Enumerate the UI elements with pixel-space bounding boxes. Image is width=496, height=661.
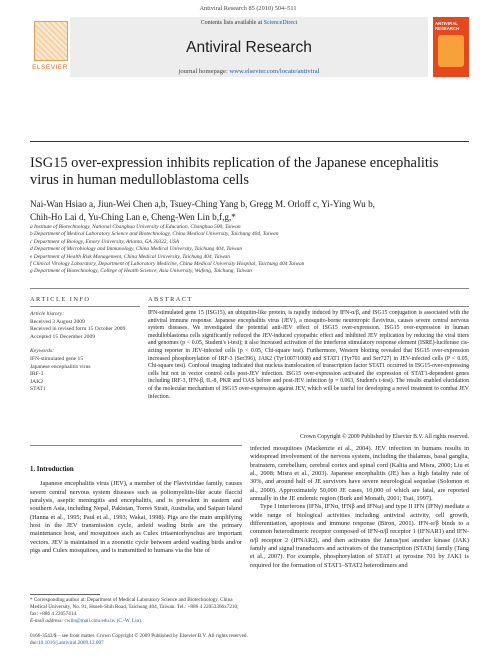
author-list — [30, 198, 470, 223]
doi-label: doi: — [30, 640, 39, 646]
journal-title: Antiviral Research — [186, 39, 312, 56]
history-item: Received in revised form 15 October 2009 — [30, 326, 126, 333]
history-label: Article history: — [30, 311, 65, 317]
cover-artwork — [438, 35, 464, 67]
elsevier-logo — [30, 17, 70, 77]
keyword: STAT1 — [30, 386, 46, 393]
footnote-rule — [30, 594, 100, 595]
issn-line — [30, 633, 330, 647]
article-info-panel — [30, 311, 140, 394]
contents-prefix: Contents lists available at — [200, 20, 264, 26]
front-matter-notice: 0166-3542/$ – see front matter. Crown Copyright © 2009 Published by Elsevier B.V. All rights reserved. — [30, 633, 248, 639]
body-paragraph: infected mosquitoes (Mackenzie et al., 2004). JEV infection in humans results in widespread involvement of the nervous system, including the thalamus, basal ganglia, brainstem, cerebellum, cerebral cortex and spinal cord (Kalita and Misra, 2000; Liu et al., 2008; Misra et al., 2003). Japanese encephalitis (JE) has a high fatality rate of 30%, and around half of JE survivors have severe neurological sequelae (Solomon et al., 2000). Approximately 50,000 JE cases, 10,000 of which are fatal, are reported annually in the JE endemic region (Burk and Monath, 2001; Tsai, 1997). — [250, 445, 469, 503]
abstract-heading: ABSTRACT — [148, 296, 193, 303]
sciencedirect-link[interactable]: ScienceDirect — [263, 20, 298, 26]
article-title: ISG15 over-expression inhibits replication of the Japanese encephalitis virus in human medulloblastoma cells — [30, 155, 439, 188]
contents-line — [70, 20, 428, 26]
cover-title: ANTIVIRAL RESEARCH — [435, 21, 460, 31]
keyword: IFN-stimulated gene 15 — [30, 355, 84, 362]
affiliation: c Department of Biology, Emory University, Atlanta, GA 30322, USA — [30, 238, 180, 245]
keywords-label: Keywords: — [30, 348, 55, 355]
running-header: Antiviral Research 85 (2010) 504–511 — [199, 5, 297, 12]
elsevier-tree-icon — [34, 21, 68, 61]
body-column-right — [250, 445, 469, 570]
body-column-left — [30, 466, 242, 555]
affiliation: a Institute of Biotechnology, National Changhua University of Education, Changhua 500, Taiwan — [30, 224, 241, 230]
affiliation: e Department of Health Risk Management, China Medical University, Taichung 404, Taiwan — [30, 253, 230, 260]
homepage-label: journal homepage: — [178, 68, 230, 75]
footnote-text: * Corresponding author at: Department of Medical Laboratory Science and Biotechnology, China Medical University, No. 91, Hsueh-Shih Road, Taichung 404, Taiwan. Tel.: +886 4 22053366x7210; fax: +886 4 22057414. — [30, 597, 239, 617]
elsevier-logo-text: ELSEVIER — [32, 64, 68, 71]
journal-homepage — [70, 68, 428, 75]
journal-cover-image — [433, 17, 469, 77]
keyword: Japanese encephalitis virus — [30, 363, 91, 370]
article-info-rule — [30, 306, 140, 307]
email-label: E-mail address: — [30, 618, 65, 624]
authors-line-1: Nai-Wan Hsiao a, Jiun-Wei Chen a,b, Tsuey-Ching Yang b, Gregg M. Orloff c, Yi-Ying Wu b, — [30, 199, 375, 209]
abstract-text: IFN-stimulated gene 15 (ISG15), an ubiquitin-like protein, is rapidly induced by IFN-α/β, and ISG15 conjugation is associated with the antiviral immune response. Japanese encephalitis virus (JEV), a mosquito-borne neurotropic flavivirus, causes severe central nervous system diseases. We investigated the potential anti-JEV effect of ISG15 over-expression. ISG15 over-expression in human medulloblastoma cells significantly reduced the JEV-induced cytopathic effect and inhibited JEV replication by reducing the viral titers and genomes (p < 0.05, Student's t-test); it also increased activation of the interferon stimulatory response element (ISRE)-luciferase cis-acting reporter in JEV-infected cells (p < 0.05, Chi-square test). Furthermore, Western blotting revealed that ISG15 over-expression increased phosphorylation of IRF-3 (Ser396), JAK2 (Tyr1007/1008) and STAT1 (Tyr701 and Ser727) in JEV-infected cells (P < 0.05, Chi-square test). Confocal imaging indicated that nucleus translocation of transcription factor STAT1 occurred in ISG15-over-expressing cells but not in vector control cells post-JEV infection. ISG15 over-expression activated the expression of STAT1-dependent genes including IRF-3, IFN-β, IL-8, PKR and OAS before and post-JEV infection (p = 0.063, Student's t-test). The results enabled elucidation of the molecular mechanism of ISG15 over-expression against JEV, which will be useful for developing a novel treatment to combat JEV infection. — [148, 310, 469, 400]
front-matter-rule — [30, 288, 469, 289]
corresponding-author-note — [30, 597, 242, 625]
article-info-heading: ARTICLE INFO — [30, 296, 91, 303]
masthead-rule — [30, 141, 469, 142]
section-heading: 1. Introduction — [30, 466, 74, 473]
affiliation: b Department of Medical Laboratory Science and Biotechnology, China Medical University, Taichung 404, Taiwan — [30, 231, 279, 238]
affiliations — [30, 224, 470, 276]
homepage-link[interactable]: www.elsevier.com/locate/antiviral — [229, 68, 320, 75]
copyright-line: Crown Copyright © 2009 Published by Elsevier B.V. All rights reserved. — [299, 434, 469, 440]
affiliation: g Department of Biotechnology, College of Health Science, Asia University, Wufeng, Taichung, Taiwan — [30, 268, 252, 275]
authors-line-2: Chih-Ho Lai d, Yu-Ching Lan e, Cheng-Wen Lin b,f,g,* — [30, 211, 236, 222]
affiliation: f Clinical Virology Laboratory, Department of Laboratory Medicine, China Medical University Hospital, Taichung 404 Taiwan — [30, 261, 305, 268]
keyword: JAK2 — [30, 378, 44, 385]
body-paragraph: Japanese encephalitis virus (JEV), a member of the Flaviviridae family, causes severe central nervous system diseases such as poliomyelitis-like acute flaccid paralysis, aseptic meningitis and encephalitis, and is prevalent in eastern and southern Asia, including Nepal, Pakistan, Torres Strait, Australia, and Saipan Island (Hanna et al., 1995; Paul et al., 1993; Wakai, 1998). Pigs are the main amplifying host in the JEV transmission cycle, ardeid wading birds are the primary maintenance host, and mosquitoes such as Culex tritaeniorhynchus are important vectors. JEV is maintained in a zoonotic cycle between ardeid wading birds and/or pigs and Culex mosquitoes, and is transmitted to humans via the bite of — [30, 480, 242, 555]
email-link[interactable]: cwlin@mail.cmu.edu.tw (C.-W. Lin). — [64, 618, 143, 624]
doi-link[interactable]: 10.1016/j.antiviral.2009.12.007 — [38, 640, 104, 646]
body-paragraph: Type I interferons (IFNs, IFNα, IFNβ and IFNω) and type II IFN (IFNγ) mediate a wide range of biological activities including antiviral activity, cell growth, differentiation, apoptosis and immune response (Biron, 2001). IFN-α/β binds to a common heterodimeric receptor composed of IFN-α/β receptor 1 (IFNAR1) and IFN-α/β receptor 2 (IFNAR2), and then activates the Janus/just another kinase (JAK) family and signal transducers and activators of the transcription (STATs) family (Tang et al., 2007). For example, phosphorylation of STAT1 at tyrosine 701 by JAK1 is required for the formation of STAT1–STAT2 heterodimers and — [250, 503, 469, 569]
history-item: Accepted 15 December 2009 — [30, 333, 96, 340]
body-rule — [30, 445, 242, 446]
keyword: IRF-3 — [30, 371, 44, 378]
abstract-rule — [148, 306, 469, 307]
history-item: Received 3 August 2009 — [30, 318, 85, 325]
affiliation: d Department of Microbiology and Immunology, China Medical University, Taichung 404, Taiwan — [30, 246, 243, 253]
